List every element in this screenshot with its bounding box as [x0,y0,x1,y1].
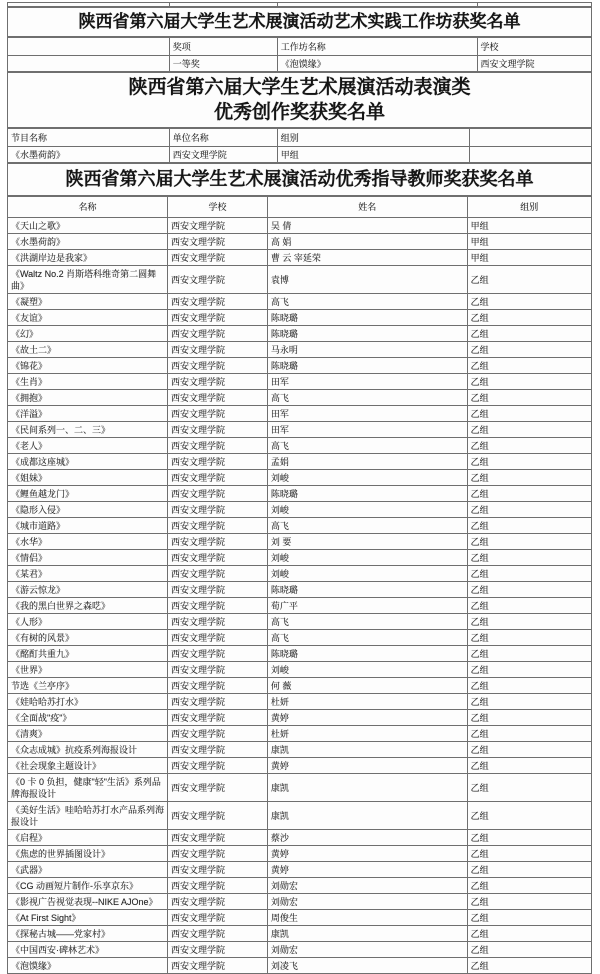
performance-title-table [7,72,592,128]
cell: 乙组 [467,662,591,678]
stub-cell [477,3,591,7]
cell: 马永明 [267,342,467,358]
cell: 西安文理学院 [168,678,268,694]
cell: 西安文理学院 [168,486,268,502]
cell: 西安文理学院 [168,614,268,630]
cell: 甲组 [467,234,591,250]
cell: 乙组 [467,942,591,958]
cell: 乙组 [467,566,591,582]
column-header: 学校 [477,38,591,56]
cell: 西安文理学院 [168,958,268,974]
workshop-award-title: 陕西省第六届大学生艺术展演活动艺术实践工作坊获奖名单 [8,8,592,37]
cell: 《酩酊共重九》 [8,646,168,662]
table-row [8,234,592,250]
cell: 高飞 [267,438,467,454]
table-row [8,846,592,862]
cell: 乙组 [467,358,591,374]
cell: 黄婷 [267,846,467,862]
column-header: 节目名称 [8,129,170,147]
cell: 《探秘古城——党家村》 [8,926,168,942]
cell: 乙组 [467,878,591,894]
cell: 西安文理学院 [168,878,268,894]
stub-cell [8,3,170,7]
cell: 乙组 [467,342,591,358]
cell: 《城市道路》 [8,518,168,534]
cell: 《焦虑的世界插图设计》 [8,846,168,862]
cell: 《泡馍缘》 [277,56,477,72]
cell: 乙组 [467,774,591,802]
cell: 《水华》 [8,534,168,550]
cell: 乙组 [467,726,591,742]
cell: 袁博 [267,266,467,294]
table-row [8,726,592,742]
cell: 《有树的风景》 [8,630,168,646]
table-row [8,582,592,598]
table-row [8,614,592,630]
cell: 康凯 [267,926,467,942]
cell: 康凯 [267,774,467,802]
cell: 西安文理学院 [168,390,268,406]
cell: 乙组 [467,894,591,910]
table-row [8,630,592,646]
cell: 陈晓璐 [267,582,467,598]
cell: 乙组 [467,802,591,830]
table-row [8,958,592,974]
cell: 荀广平 [267,598,467,614]
cell: 乙组 [467,630,591,646]
cell: 乙组 [467,742,591,758]
cell: 何 薇 [267,678,467,694]
cell: 刘峻 [267,566,467,582]
cell: 西安文理学院 [168,582,268,598]
cell: 杜妍 [267,694,467,710]
table-row [8,147,592,163]
table-row [8,710,592,726]
cell: 乙组 [467,694,591,710]
cell: 乙组 [467,614,591,630]
table-row [8,502,592,518]
table-row [8,894,592,910]
cell: 蔡沙 [267,830,467,846]
cell: 乙组 [467,550,591,566]
cell: 乙组 [467,438,591,454]
cell: 乙组 [467,310,591,326]
cell: 《0 卡 0 负担，健康"轻"生活》系列品牌海报设计 [8,774,168,802]
cell: 曹 云 宰延荣 [267,250,467,266]
table-row [8,830,592,846]
table-row [8,266,592,294]
cell: 乙组 [467,582,591,598]
cell: 高飞 [267,294,467,310]
cell: 乙组 [467,830,591,846]
cell: 《友谊》 [8,310,168,326]
cell [8,56,170,72]
cell: 乙组 [467,406,591,422]
cell: 田军 [267,374,467,390]
cell: 吴 倩 [267,218,467,234]
cell: 西安文理学院 [168,758,268,774]
cell: 西安文理学院 [168,598,268,614]
cell: 西安文理学院 [168,726,268,742]
cell: 刘峻 [267,662,467,678]
cell: 西安文理学院 [168,662,268,678]
cell: 西安文理学院 [168,310,268,326]
cell: 乙组 [467,422,591,438]
cell: 《幻》 [8,326,168,342]
cell: 西安文理学院 [168,358,268,374]
cell: 《拥抱》 [8,390,168,406]
cell: 西安文理学院 [168,894,268,910]
cell: 《凝塑》 [8,294,168,310]
cell: 西安文理学院 [168,374,268,390]
cell: 甲组 [467,250,591,266]
cell: 高飞 [267,630,467,646]
cell: 《影视广告视觉表现--NIKE AJOne》 [8,894,168,910]
cell: 西安文理学院 [168,710,268,726]
cell: 《启程》 [8,830,168,846]
cell: 《社会现象主题设计》 [8,758,168,774]
cell: 西安文理学院 [168,294,268,310]
cell: 西安文理学院 [168,646,268,662]
cell: 乙组 [467,678,591,694]
cell: 《泡馍缘》 [8,958,168,974]
creation-table-header-row [8,129,592,147]
cell: 西安文理学院 [168,742,268,758]
table-row [8,694,592,710]
cell: 《武器》 [8,862,168,878]
cell: 《世界》 [8,662,168,678]
column-header [8,38,170,56]
cell: 黄婷 [267,758,467,774]
table-row [8,598,592,614]
cell: 《洋溢》 [8,406,168,422]
cell: 刘峻 [267,550,467,566]
cell: 乙组 [467,910,591,926]
cell: 田军 [267,406,467,422]
table-row [8,742,592,758]
table-row [8,518,592,534]
cell: 《众志成城》抗疫系列海报设计 [8,742,168,758]
table-row [8,566,592,582]
cell: 康凯 [267,802,467,830]
table-row [8,218,592,234]
cell: 节选《兰亭序》 [8,678,168,694]
cell: 《美好生活》哇哈哈苏打水产品系列海报设计 [8,802,168,830]
cell: 一等奖 [169,56,277,72]
cell: 西安文理学院 [168,846,268,862]
teacher-title-table [7,163,592,196]
table-row [8,942,592,958]
cell: 《情侣》 [8,550,168,566]
table-row [8,910,592,926]
cell: 西安文理学院 [168,566,268,582]
cell: 《故土二》 [8,342,168,358]
table-row [8,878,592,894]
cell: 《水墨荷韵》 [8,234,168,250]
cell: 西安文理学院 [168,342,268,358]
cell: 西安文理学院 [477,56,591,72]
cell: 甲组 [277,147,469,163]
column-header: 组别 [467,197,591,218]
table-row [8,358,592,374]
cell: 西安文理学院 [168,470,268,486]
cell: 乙组 [467,486,591,502]
cell: 西安文理学院 [168,454,268,470]
performance-title-line2: 优秀创作奖获奖名单 [213,102,385,123]
table-row [8,926,592,942]
cell: 《娃哈哈苏打水》 [8,694,168,710]
cell: 西安文理学院 [168,802,268,830]
table-row [8,342,592,358]
table-row [8,758,592,774]
cell: 高 娟 [267,234,467,250]
cell: 黄婷 [267,710,467,726]
table-row [8,454,592,470]
cell [469,147,591,163]
table-row [8,56,592,72]
cell: 西安文理学院 [168,518,268,534]
table-row [8,438,592,454]
cell: 刘峻 [267,502,467,518]
cell: 《姐妹》 [8,470,168,486]
table-row [8,550,592,566]
cell: 乙组 [467,758,591,774]
cell: 西安文理学院 [168,910,268,926]
cell: 《CG 动画短片制作-乐享京东》 [8,878,168,894]
cell: 西安文理学院 [168,422,268,438]
cell: 西安文理学院 [168,534,268,550]
column-header: 学校 [168,197,268,218]
table-row [8,250,592,266]
teacher-award-table [7,196,592,974]
cell: 乙组 [467,294,591,310]
stub-cell [277,3,477,7]
cell: 《At First Sight》 [8,910,168,926]
cell: 杜妍 [267,726,467,742]
cell: 黄婷 [267,862,467,878]
table-row [8,422,592,438]
cell: 《某君》 [8,566,168,582]
cell: 高飞 [267,614,467,630]
column-header: 名称 [8,197,168,218]
cell: 《生肖》 [8,374,168,390]
teacher-table-body [8,218,592,974]
creation-table-body [8,147,592,163]
column-header: 工作坊名称 [277,38,477,56]
cell: 西安文理学院 [168,942,268,958]
cell: 《水墨荷韵》 [8,147,170,163]
table-row [8,678,592,694]
performance-title [8,73,592,128]
performance-title-line1: 陕西省第六届大学生艺术展演活动表演类 [128,77,471,98]
cell: 《洪湖岸边是我家》 [8,250,168,266]
cell: 西安文理学院 [168,326,268,342]
table-row [8,406,592,422]
cell: 西安文理学院 [168,218,268,234]
stub-cell [169,3,277,7]
cell: 乙组 [467,710,591,726]
cell: 田军 [267,422,467,438]
cell: 西安文理学院 [168,502,268,518]
cell: 西安文理学院 [168,830,268,846]
cell: 西安文理学院 [168,406,268,422]
cell: 《清爽》 [8,726,168,742]
cell: 西安文理学院 [169,147,277,163]
column-header: 单位名称 [169,129,277,147]
cell: 《民间系列一、二、三》 [8,422,168,438]
cell: 康凯 [267,742,467,758]
cell: 《中国西安·碑林艺术》 [8,942,168,958]
table-row [8,802,592,830]
cell: 乙组 [467,646,591,662]
cell: 乙组 [467,390,591,406]
cell: 陈晓璐 [267,358,467,374]
cell: 西安文理学院 [168,694,268,710]
cell: 陈晓璐 [267,486,467,502]
cell: 《成都这座城》 [8,454,168,470]
cell: 西安文理学院 [168,926,268,942]
cell: 高飞 [267,518,467,534]
cell: 乙组 [467,534,591,550]
workshop-table-header-row [8,38,592,56]
cell: 乙组 [467,862,591,878]
table-row [8,662,592,678]
cell: 西安文理学院 [168,266,268,294]
column-header: 组别 [277,129,469,147]
table-row [8,486,592,502]
cell: 西安文理学院 [168,630,268,646]
cell: 周俊生 [267,910,467,926]
cell: 刘勋宏 [267,878,467,894]
cell: 高飞 [267,390,467,406]
table-row [8,470,592,486]
cell: 西安文理学院 [168,774,268,802]
table-row [8,326,592,342]
cell: 刘峻 [267,470,467,486]
cell: 乙组 [467,266,591,294]
cell: 《全面战"疫"》 [8,710,168,726]
cell: 陈晓璐 [267,646,467,662]
cell: 《人形》 [8,614,168,630]
table-row [8,646,592,662]
cell: 乙组 [467,374,591,390]
cell: 乙组 [467,598,591,614]
cell: 乙组 [467,926,591,942]
cell: 刘凌飞 [267,958,467,974]
cell: 陈晓璐 [267,310,467,326]
table-row [8,374,592,390]
cell: 刘勋宏 [267,942,467,958]
cell: 乙组 [467,326,591,342]
cell: 《隐形入侵》 [8,502,168,518]
workshop-title-table [7,7,592,37]
cell: 乙组 [467,470,591,486]
column-header [469,129,591,147]
teacher-table-header-row [8,197,592,218]
cell: 孟娟 [267,454,467,470]
cell: 《我的黑白世界之森呓》 [8,598,168,614]
table-row [8,534,592,550]
cell: 刘勋宏 [267,894,467,910]
table-row [8,774,592,802]
cell: 《鲤鱼越龙门》 [8,486,168,502]
teacher-award-title: 陕西省第六届大学生艺术展演活动优秀指导教师奖获奖名单 [8,164,592,196]
column-header: 奖项 [169,38,277,56]
cell: 西安文理学院 [168,250,268,266]
scanned-award-document [7,2,592,974]
table-row [8,310,592,326]
workshop-table-body [8,56,592,72]
stub-row [8,3,592,7]
cell: 乙组 [467,846,591,862]
cell: 《老人》 [8,438,168,454]
cell: 乙组 [467,454,591,470]
workshop-award-table [7,37,592,72]
cell: 甲组 [467,218,591,234]
table-row [8,862,592,878]
cell: 乙组 [467,958,591,974]
table-row [8,294,592,310]
cell: 《Waltz No.2 肖斯塔科维奇第二圆舞曲》 [8,266,168,294]
cell: 乙组 [467,518,591,534]
cell: 《天山之歌》 [8,218,168,234]
cell: 乙组 [467,502,591,518]
cell: 《锦花》 [8,358,168,374]
column-header: 姓名 [267,197,467,218]
cell: 《游云惊龙》 [8,582,168,598]
cell: 刘 要 [267,534,467,550]
cell: 西安文理学院 [168,438,268,454]
cell: 西安文理学院 [168,234,268,250]
table-row [8,390,592,406]
cell: 西安文理学院 [168,550,268,566]
cell: 陈晓璐 [267,326,467,342]
creation-award-table [7,128,592,163]
cell: 西安文理学院 [168,862,268,878]
